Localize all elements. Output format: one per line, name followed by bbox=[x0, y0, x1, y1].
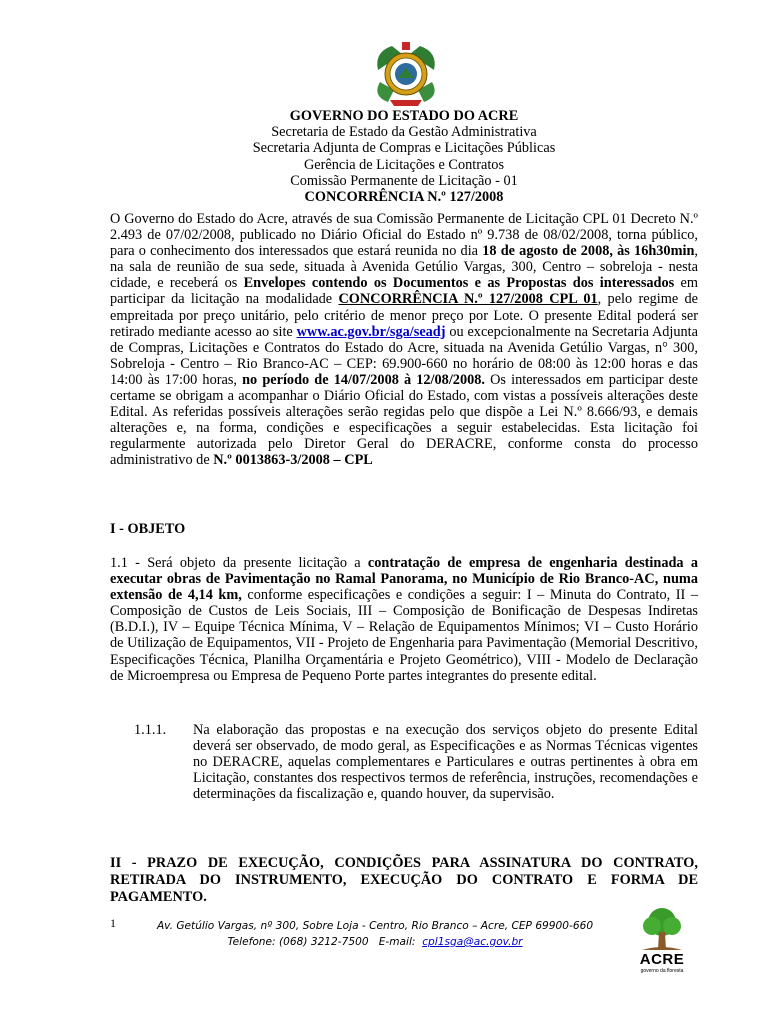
section-1-heading: I - OBJETO bbox=[110, 521, 186, 537]
intro-text-3: em participar da licitação na modalidade bbox=[110, 275, 698, 308]
clause-1-1 bbox=[110, 555, 698, 684]
acre-logo bbox=[632, 906, 692, 976]
letterhead bbox=[110, 108, 698, 205]
footer-email-label: E-mail: bbox=[378, 936, 416, 948]
clause-1-1-text-1: Será objeto da presente licitação a bbox=[139, 555, 368, 571]
intro-text-1: O Governo do Estado do Acre, através de sua Comissão Permanente de Licitação CPL 01 Decreto N.º 2.493 de 07/02/2008, publicado no Diário Oficial do Estado nº 9.738 de 08/02/2008, torna público, para o conhecimento dos interessados que estará reunida no dia bbox=[110, 211, 698, 260]
header-line-1: Secretaria de Estado da Gestão Administrativa bbox=[271, 124, 537, 141]
footer bbox=[120, 918, 630, 950]
intro-text-5: ou excepcionalmente na Secretaria Adjunta de Compras, Licitações e Contratos do Estado do Acre, situada na Avenida Getúlio Vargas, n° 300, Sobreloja - Centro – Rio Branco-AC – CEP: 69.900-660 no horário de 08:00 às 12:00 horas e das 14:00 às 17:00 horas, bbox=[110, 323, 699, 388]
footer-email-link[interactable]: cpl1sga@ac.gov.br bbox=[422, 936, 523, 948]
footer-address: Av. Getúlio Vargas, nº 300, Sobre Loja - Centro, Rio Branco – Acre, CEP 69900-660 bbox=[156, 920, 594, 932]
header-line-5: CONCORRÊNCIA N.º 127/2008 bbox=[304, 189, 504, 206]
site-link[interactable]: www.ac.gov.br/sga/seadj bbox=[296, 323, 446, 340]
intro-text-6: Os interessados em participar deste certame se obrigam a acompanhar o Diário Oficial do Estado, com vistas a possíveis alterações deste Edital. As referidas possíveis alterações serão regidas pelo que dispõe a Lei N.º 8.666/93, e demais alterações e, na forma, condições e especificações a seguir estabelecidas. Esta licitação foi regularmente autorizada pelo Diretor Geral do DERACRE, conforme consta do processo administrativo de bbox=[110, 371, 698, 469]
clause-1-1-object: contratação de empresa de engenharia destinada a executar obras de Pavimentação no Ramal Panorama, no Município de Rio Branco-AC, numa extensão de 4,14 km, bbox=[110, 555, 698, 604]
intro-concorrencia: CONCORRÊNCIA N.º 127/2008 CPL 01 bbox=[338, 291, 598, 308]
intro-period: no período de 14/07/2008 à 12/08/2008. bbox=[242, 371, 485, 388]
intro-text-4: , pelo regime de empreitada por preço unitário, pelo critério de menor preço por Lote. O presente Edital poderá ser retirado mediante acesso ao site bbox=[110, 291, 698, 340]
page-number: 1 bbox=[110, 916, 116, 930]
state-coat-of-arms-icon bbox=[372, 40, 440, 108]
section-2-heading: II - PRAZO DE EXECUÇÃO, CONDIÇÕES PARA ASSINATURA DO CONTRATO, RETIRADA DO INSTRUMENTO, EXECUÇÃO DO CONTRATO E FORMA DE PAGAMENTO. bbox=[110, 855, 698, 905]
clause-1-1-number: 1.1 - bbox=[110, 555, 140, 571]
clause-1-1-text-2: conforme especificações e condições a seguir: I – Minuta do Contrato, II – Composição de Custos de Leis Sociais, III – Composição de Bonificação de Despesas Indiretas (B.D.I.), IV – Equipe Técnica Mínima, V – Relação de Equipamentos Mínimos; VI – Custo Horário de Utilização de Equipamentos, VII - Projeto de Engenharia para Pavimentação (Memorial Descritivo, Especificações Técnica, Planilha Orçamentária e Projeto Geométrico), VIII - Modelo de Declaração de Microempresa ou Empresa de Pequeno Porte partes integrantes do presente edital. bbox=[110, 587, 698, 684]
footer-contact bbox=[120, 934, 630, 950]
header-line-3: Gerência de Licitações e Contratos bbox=[303, 156, 505, 173]
acre-logo-word: ACRE bbox=[639, 951, 685, 968]
header-line-2: Secretaria Adjunta de Compras e Licitações Públicas bbox=[252, 140, 556, 157]
intro-date: 18 de agosto de 2008, às 16h30min bbox=[482, 243, 695, 260]
header-line-4: Comissão Permanente de Licitação - 01 bbox=[290, 172, 518, 189]
intro-process-number: N.º 0013863-3/2008 – CPL bbox=[213, 452, 373, 469]
tree-icon bbox=[632, 906, 692, 952]
acre-logo-subtitle: governo da floresta bbox=[640, 968, 684, 974]
header-title: GOVERNO DO ESTADO DO ACRE bbox=[289, 108, 519, 124]
clause-1-1-1-number: 1.1.1. bbox=[134, 722, 167, 738]
intro-text-2: , na sala de reunião de sua sede, situada à Avenida Getúlio Vargas, 300, Centro – sobreloja - nesta cidade, e receberá os bbox=[110, 243, 698, 292]
clause-1-1-1: Na elaboração das propostas e na execução dos serviços objeto do presente Edital deverá ser observado, de modo geral, as Especificações e as Normas Técnicas vigentes no DERACRE, aquelas complementares e Particulares e outras pertinentes à obra em Licitação, constantes dos respectivos termos de referência, instruções, recomendações e determinações da fiscalização e, quando houver, da supervisão. bbox=[193, 722, 698, 803]
intro-envelopes: Envelopes contendo os Documentos e as Propostas dos interessados bbox=[243, 275, 675, 292]
intro-paragraph bbox=[110, 211, 698, 469]
footer-phone: Telefone: (068) 3212-7500 bbox=[227, 936, 369, 948]
